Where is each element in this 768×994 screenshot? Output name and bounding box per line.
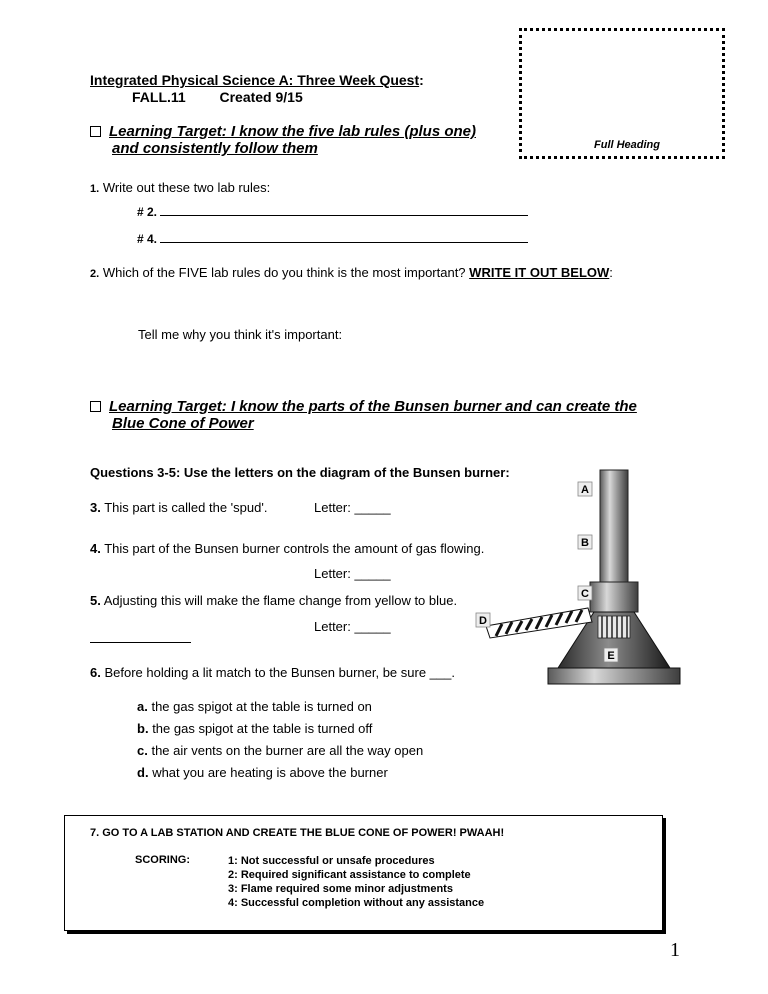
answer-line[interactable]	[90, 642, 191, 643]
page-number: 1	[670, 939, 680, 961]
question-2-followup: Tell me why you think it's important:	[138, 327, 343, 342]
question-7: 7. GO TO A LAB STATION AND CREATE THE BLUE CONE OF POWER! PWAAH!	[90, 827, 505, 839]
diagram-label-d	[476, 613, 490, 627]
scoring-box	[64, 815, 663, 931]
term: FALL.11	[132, 89, 186, 105]
diagram-label-e	[604, 648, 618, 662]
air-collar	[590, 582, 638, 612]
questions-3-5-header: Questions 3-5: Use the letters on the diagram of the Bunsen burner:	[90, 465, 510, 480]
term-line	[132, 89, 303, 105]
svg-text:C: C	[581, 588, 589, 600]
checkbox-icon[interactable]	[90, 401, 101, 412]
rule-2-line: # 2.	[137, 205, 528, 219]
scoring-list	[228, 854, 484, 910]
full-heading-label: Full Heading	[594, 139, 660, 151]
question-2: 2. Which of the FIVE lab rules do you think is the most important? WRITE IT OUT BELOW:	[90, 265, 613, 280]
question-4-letter[interactable]: Letter: _____	[314, 566, 391, 581]
question-5-letter[interactable]: Letter: _____	[314, 619, 391, 634]
checkbox-icon[interactable]	[90, 126, 101, 137]
full-heading-box	[519, 28, 725, 159]
answer-line[interactable]	[160, 242, 528, 243]
score-item: 1: Not successful or unsafe procedures	[228, 855, 435, 867]
gas-inlet	[486, 608, 592, 638]
option-c[interactable]: c. the air vents on the burner are all the way open	[137, 743, 424, 758]
scoring-label: SCORING:	[135, 854, 190, 866]
score-item: 2: Required significant assistance to complete	[228, 869, 471, 881]
diagram-label-b	[578, 535, 592, 549]
base-plate	[548, 668, 680, 684]
answer-line[interactable]	[160, 215, 528, 216]
learning-target-2: Learning Target: I know the parts of the Bunsen burner and can create the	[90, 398, 637, 415]
option-b[interactable]: b. the gas spigot at the table is turned off	[137, 721, 373, 736]
diagram-label-c	[578, 586, 592, 600]
question-5: 5. Adjusting this will make the flame change from yellow to blue.	[90, 593, 458, 608]
option-a[interactable]: a. the gas spigot at the table is turned on	[137, 699, 372, 714]
option-d[interactable]: d. what you are heating is above the burner	[137, 765, 388, 780]
rule-4-line: # 4.	[137, 232, 528, 246]
score-item: 3: Flame required some minor adjustments	[228, 883, 453, 895]
question-6: 6. Before holding a lit match to the Bunsen burner, be sure ___.	[90, 665, 455, 680]
page-title: Integrated Physical Science A: Three Week Quest:	[90, 72, 424, 88]
svg-text:B: B	[581, 537, 589, 549]
score-item: 4: Successful completion without any assistance	[228, 897, 485, 909]
learning-target-1: Learning Target: I know the five lab rules (plus one)	[90, 123, 476, 140]
svg-text:E: E	[607, 650, 615, 662]
svg-text:A: A	[581, 484, 589, 496]
bunsen-burner-diagram	[472, 466, 682, 688]
question-3: 3. This part is called the 'spud'.	[90, 500, 268, 515]
svg-text:D: D	[479, 615, 487, 627]
barrel	[600, 470, 628, 582]
diagram-label-a	[578, 482, 592, 496]
question-1: 1. Write out these two lab rules:	[90, 180, 271, 195]
question-3-letter[interactable]: Letter: _____	[314, 500, 391, 515]
learning-target-1-line2: and consistently follow them	[112, 140, 318, 157]
created-date: Created 9/15	[219, 89, 303, 105]
question-4: 4. This part of the Bunsen burner controls the amount of gas flowing.	[90, 541, 485, 556]
learning-target-2-line2: Blue Cone of Power	[112, 415, 254, 432]
spud-vents	[598, 616, 630, 638]
